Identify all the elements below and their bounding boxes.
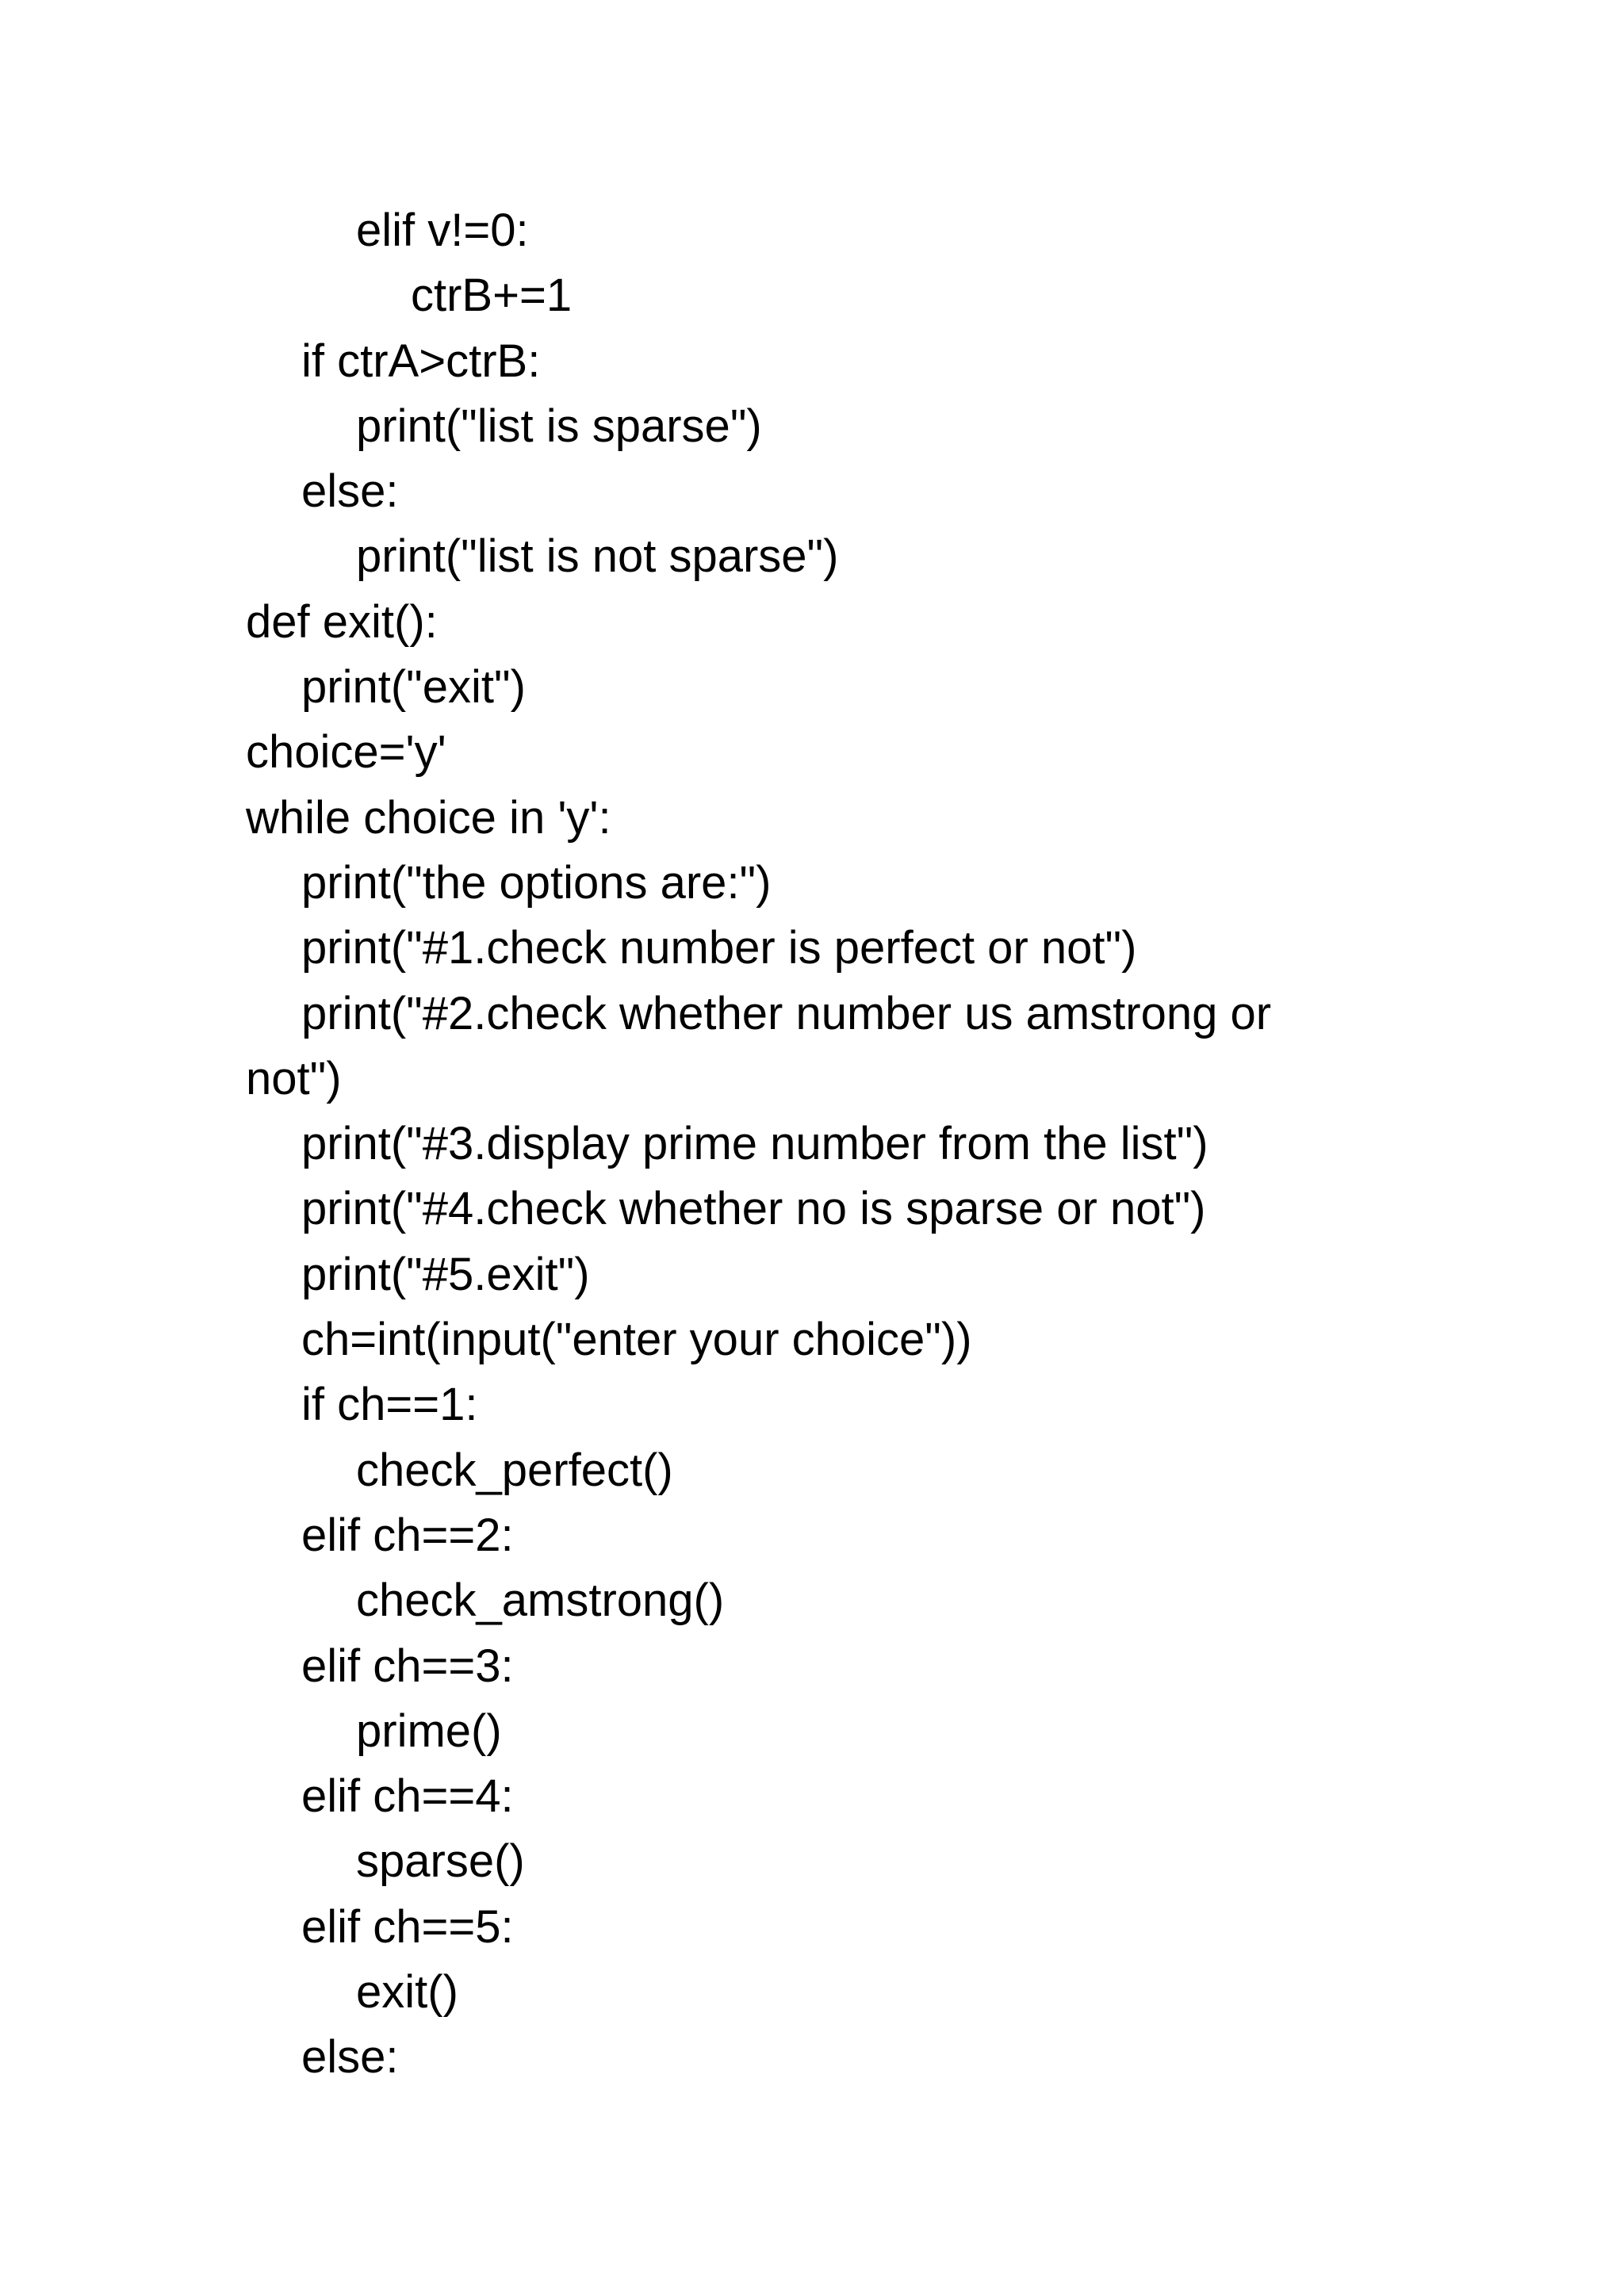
code-line: exit() — [356, 1966, 458, 2019]
code-line: elif ch==4: — [301, 1770, 514, 1823]
code-line: elif ch==2: — [301, 1509, 514, 1561]
code-line: elif ch==5: — [301, 1900, 514, 1953]
code-line: print("#5.exit") — [301, 1248, 590, 1300]
code-line: check_amstrong() — [356, 1575, 725, 1627]
code-line: ctrB+=1 — [411, 270, 573, 322]
code-line: print("#3.display prime number from the list") — [301, 1118, 1208, 1170]
code-line: choice='y' — [246, 726, 446, 779]
code-line: print("#4.check whether no is sparse or not") — [301, 1183, 1206, 1235]
code-line: sparse() — [356, 1835, 525, 1888]
code-line: print("#2.check whether number us amstrong or — [301, 987, 1272, 1039]
code-line: elif ch==3: — [301, 1640, 514, 1692]
code-line: print("list is sparse") — [356, 400, 762, 452]
code-line: print("exit") — [301, 661, 526, 714]
code-line: else: — [301, 465, 399, 518]
code-line: prime() — [356, 1705, 502, 1757]
code-line: while choice in 'y': — [246, 791, 611, 844]
code-line: elif v!=0: — [356, 205, 529, 256]
code-line: ch=int(input("enter your choice")) — [301, 1314, 972, 1366]
code-line: if ch==1: — [301, 1379, 478, 1431]
code-line: not") — [246, 1052, 342, 1104]
code-block — [246, 198, 1388, 2091]
code-line: if ctrA>ctrB: — [301, 335, 541, 387]
code-line: print("#1.check number is perfect or not") — [301, 922, 1137, 974]
code-line: def exit(): — [246, 595, 438, 648]
code-line: print("list is not sparse") — [356, 530, 839, 583]
code-line: else: — [301, 2031, 399, 2084]
code-line: check_perfect() — [356, 1444, 673, 1496]
code-line: print("the options are:") — [301, 856, 772, 909]
